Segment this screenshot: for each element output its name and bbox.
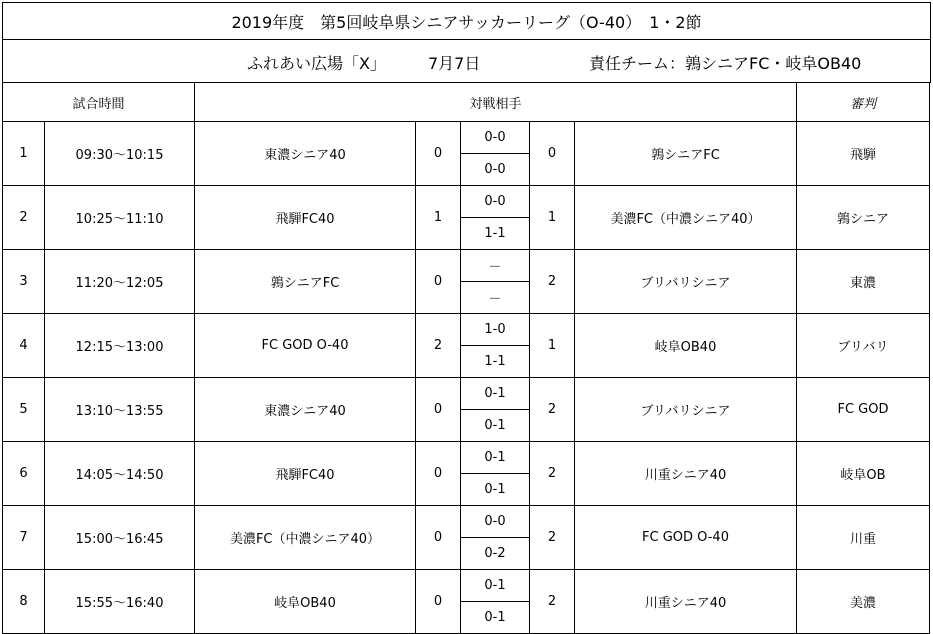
sheet-title: 2019年度 第5回岐阜県シニアサッカーリーグ（O-40） 1・2節 — [231, 12, 702, 32]
referee-team: 川重 — [797, 506, 930, 570]
first-half-score: 0-0 — [461, 186, 530, 218]
second-half-score: 0-0 — [461, 154, 530, 186]
referee-team: 岐阜OB — [797, 442, 930, 506]
second-half-score: － — [461, 282, 530, 314]
away-team: 岐阜OB40 — [575, 314, 797, 378]
referee-team: 東濃 — [797, 250, 930, 314]
referee-team: FC GOD — [797, 378, 930, 442]
match-time: 13:10～13:55 — [45, 378, 195, 442]
match-rows — [3, 122, 930, 634]
home-team: 東濃シニア40 — [195, 122, 416, 186]
match-number: 6 — [3, 442, 45, 506]
header-referee: 審判 — [797, 83, 930, 122]
second-half-score: 0-1 — [461, 410, 530, 442]
table-header-row — [3, 83, 930, 122]
referee-team: 飛騨 — [797, 122, 930, 186]
responsible-team-label: 責任チーム：鶉シニアFC・岐阜OB40 — [589, 54, 862, 73]
match-time: 15:55～16:40 — [45, 570, 195, 634]
first-half-score: 1-0 — [461, 314, 530, 346]
home-score: 0 — [416, 250, 461, 314]
away-score: 2 — [530, 570, 575, 634]
away-score: 1 — [530, 186, 575, 250]
match-number: 5 — [3, 378, 45, 442]
second-half-score: 0-1 — [461, 602, 530, 634]
first-half-score: 0-1 — [461, 442, 530, 474]
table-row — [3, 378, 930, 410]
info-row — [2, 39, 931, 83]
match-number: 1 — [3, 122, 45, 186]
home-team: 岐阜OB40 — [195, 570, 416, 634]
second-half-score: 0-2 — [461, 538, 530, 570]
home-team: 鶉シニアFC — [195, 250, 416, 314]
match-number: 3 — [3, 250, 45, 314]
home-score: 0 — [416, 570, 461, 634]
referee-team: 鶉シニア — [797, 186, 930, 250]
referee-team: 美濃 — [797, 570, 930, 634]
home-team: 東濃シニア40 — [195, 378, 416, 442]
sheet-title-row — [2, 2, 931, 40]
home-team: 飛騨FC40 — [195, 442, 416, 506]
match-number: 4 — [3, 314, 45, 378]
match-schedule-table — [2, 82, 930, 634]
home-score: 0 — [416, 506, 461, 570]
away-team: 美濃FC（中濃シニア40） — [575, 186, 797, 250]
match-time: 10:25～11:10 — [45, 186, 195, 250]
match-number: 2 — [3, 186, 45, 250]
away-score: 0 — [530, 122, 575, 186]
away-team: FC GOD O-40 — [575, 506, 797, 570]
match-time: 09:30～10:15 — [45, 122, 195, 186]
first-half-score: 0-1 — [461, 570, 530, 602]
away-team: ブリバリシニア — [575, 378, 797, 442]
second-half-score: 0-1 — [461, 474, 530, 506]
match-time: 12:15～13:00 — [45, 314, 195, 378]
match-time: 14:05～14:50 — [45, 442, 195, 506]
match-number: 7 — [3, 506, 45, 570]
away-score: 2 — [530, 442, 575, 506]
second-half-score: 1-1 — [461, 346, 530, 378]
away-team: ブリバリシニア — [575, 250, 797, 314]
home-team: FC GOD O-40 — [195, 314, 416, 378]
home-score: 0 — [416, 122, 461, 186]
home-score: 2 — [416, 314, 461, 378]
first-half-score: 0-1 — [461, 378, 530, 410]
away-score: 1 — [530, 314, 575, 378]
table-row — [3, 122, 930, 154]
first-half-score: 0-0 — [461, 506, 530, 538]
away-team: 川重シニア40 — [575, 442, 797, 506]
header-match-time: 試合時間 — [3, 83, 195, 122]
away-score: 2 — [530, 378, 575, 442]
home-team: 美濃FC（中濃シニア40） — [195, 506, 416, 570]
match-time: 11:20～12:05 — [45, 250, 195, 314]
home-score: 0 — [416, 378, 461, 442]
away-team: 鶉シニアFC — [575, 122, 797, 186]
home-score: 1 — [416, 186, 461, 250]
second-half-score: 1-1 — [461, 218, 530, 250]
table-row — [3, 570, 930, 602]
match-time: 15:00～16:45 — [45, 506, 195, 570]
table-row — [3, 250, 930, 282]
table-row — [3, 186, 930, 218]
first-half-score: 0-0 — [461, 122, 530, 154]
match-number: 8 — [3, 570, 45, 634]
home-team: 飛騨FC40 — [195, 186, 416, 250]
date-label: 7月7日 — [428, 54, 481, 73]
table-row — [3, 314, 930, 346]
table-row — [3, 506, 930, 538]
header-opponents: 対戦相手 — [195, 83, 797, 122]
first-half-score: － — [461, 250, 530, 282]
table-row — [3, 442, 930, 474]
away-team: 川重シニア40 — [575, 570, 797, 634]
home-score: 0 — [416, 442, 461, 506]
away-score: 2 — [530, 250, 575, 314]
referee-team: ブリバリ — [797, 314, 930, 378]
away-score: 2 — [530, 506, 575, 570]
venue-label: ふれあい広場「X」 — [247, 54, 386, 73]
